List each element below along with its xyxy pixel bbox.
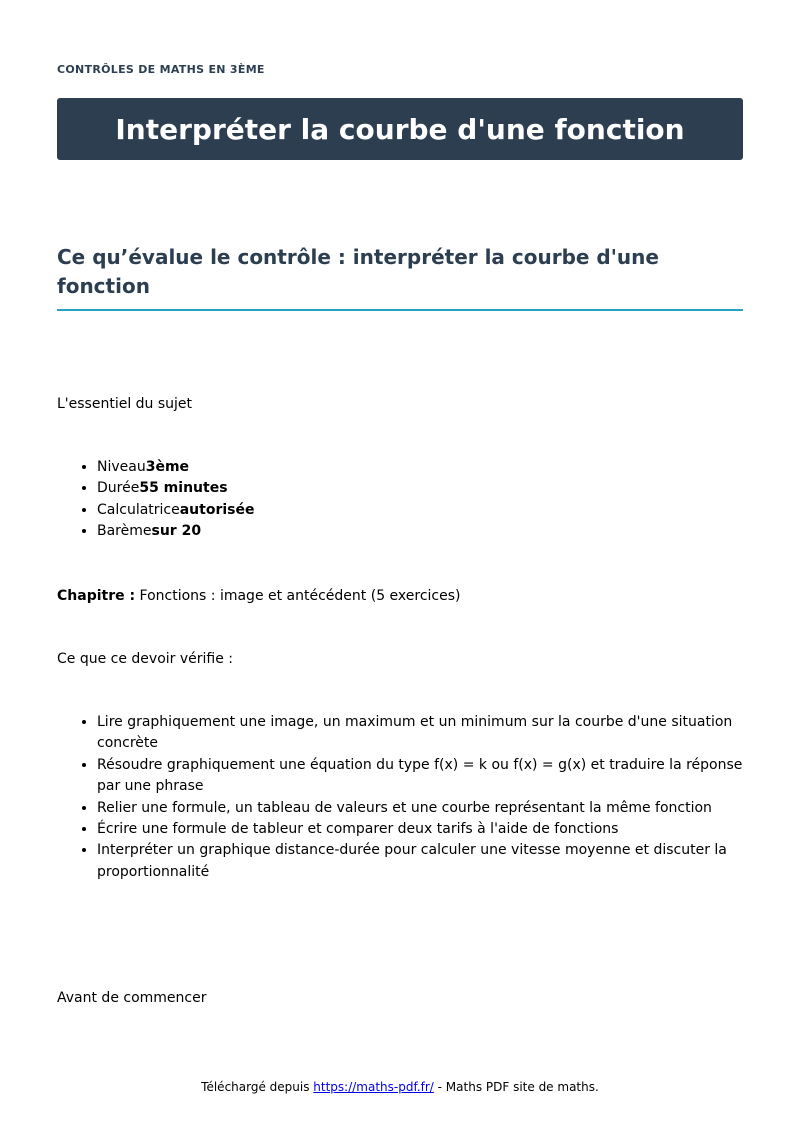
fact-label: Durée xyxy=(97,480,140,497)
list-item xyxy=(97,521,743,542)
list-item xyxy=(97,457,743,478)
footer-suffix: - Maths PDF site de maths. xyxy=(433,1080,599,1094)
list-item: • Résoudre graphiquement une équation du type f(x) = k ou f(x) = g(x) et traduire la réponse par une phrase xyxy=(97,755,743,798)
list-item xyxy=(97,500,743,521)
page-footer xyxy=(0,1080,800,1094)
footer-link[interactable]: https://maths-pdf.fr/ xyxy=(313,1080,434,1094)
list-item: • Interpréter un graphique distance-durée pour calculer une vitesse moyenne et discuter la proportionnalité xyxy=(97,840,743,883)
fact-label: Calculatrice xyxy=(97,501,180,518)
fact-value: 3ème xyxy=(145,459,190,475)
chapter-text: Fonctions : image et antécédent (5 exercices) xyxy=(135,588,461,604)
fact-value: 55 minutes xyxy=(139,480,228,497)
essentials-intro: L'essentiel du sujet xyxy=(57,396,193,412)
section-divider xyxy=(57,309,743,311)
checks-intro: Ce que ce devoir vérifie : xyxy=(57,651,234,667)
chapter-line xyxy=(57,586,461,607)
document-kicker: CONTRÔLES DE MATHS EN 3ÈME xyxy=(57,63,265,76)
fact-value: sur 20 xyxy=(151,523,202,540)
essentials-list xyxy=(57,457,743,543)
list-item: • Écrire une formule de tableur et comparer deux tarifs à l'aide de fonctions xyxy=(97,819,743,840)
fact-value: autorisée xyxy=(179,501,255,518)
page-title: Interpréter la courbe d'une fonction xyxy=(115,112,685,146)
list-item xyxy=(97,478,743,499)
chapter-label: Chapitre : xyxy=(57,588,136,604)
before-start-text: Avant de commencer xyxy=(57,990,207,1006)
checks-list xyxy=(57,712,743,883)
list-item: • Lire graphiquement une image, un maximum et un minimum sur la courbe d'une situation concrète xyxy=(97,712,743,755)
footer-prefix: Téléchargé depuis xyxy=(201,1080,314,1094)
fact-label: Niveau xyxy=(97,459,146,475)
title-banner xyxy=(57,98,743,160)
section-heading: Ce qu’évalue le contrôle : interpréter la courbe d'une fonction xyxy=(57,245,659,298)
fact-label: Barème xyxy=(97,523,152,540)
list-item: • Relier une formule, un tableau de valeurs et une courbe représentant la même fonction xyxy=(97,798,743,819)
